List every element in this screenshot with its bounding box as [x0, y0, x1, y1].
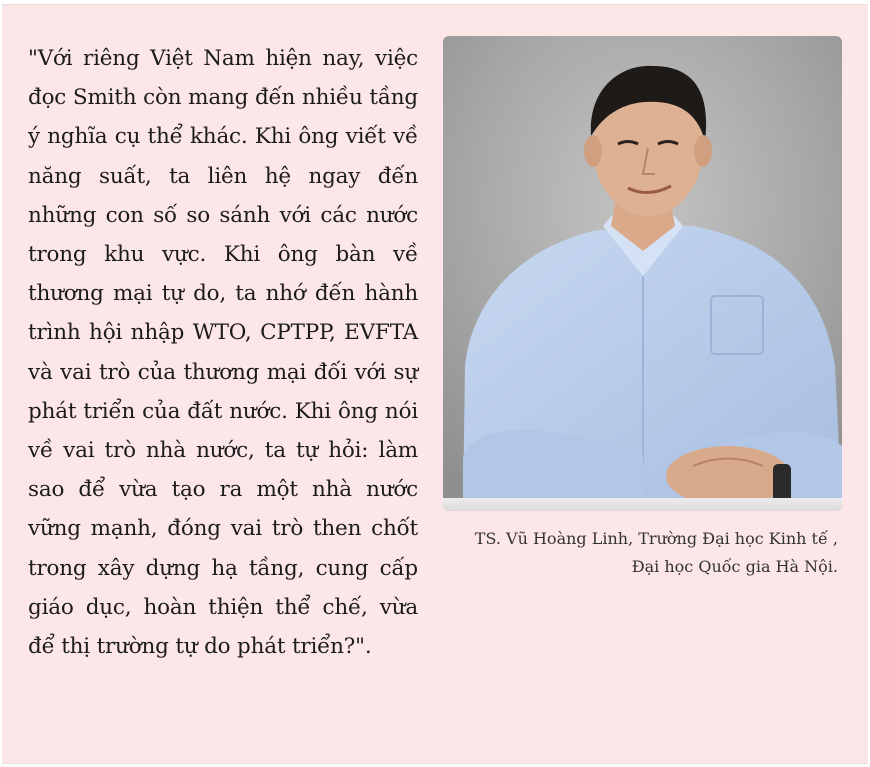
portrait-photo [443, 36, 842, 511]
portrait-illustration [443, 36, 842, 511]
caption-line-2: Đại học Quốc gia Hà Nội. [631, 557, 838, 576]
quote-card [2, 4, 868, 764]
caption-line-1: TS. Vũ Hoàng Linh, Trường Đại học Kinh tế , [474, 529, 838, 548]
quote-text: "Với riêng Việt Nam hiện nay, việc đọc Smith còn mang đến nhiều tầng ý nghĩa cụ thể khác. Khi ông viết về năng suất, ta liên hệ ngay đến những con số so sánh với các nước trong khu vực. Khi ông bàn về thương mại tự do, ta nhớ đến hành trình hội nhập WTO, CPTPP, EVFTA và vai trò của thương mại đối với sự phát triển của đất nước. Khi ông nói về vai trò nhà nước, ta tự hỏi: làm sao để vừa tạo ra một nhà nước vững mạnh, đóng vai trò then chốt trong xây dựng hạ tầng, cung cấp giáo dục, hoàn thiện thể chế, vừa để thị trường tự do phát triển?". [28, 46, 418, 660]
photo-caption [440, 525, 838, 581]
